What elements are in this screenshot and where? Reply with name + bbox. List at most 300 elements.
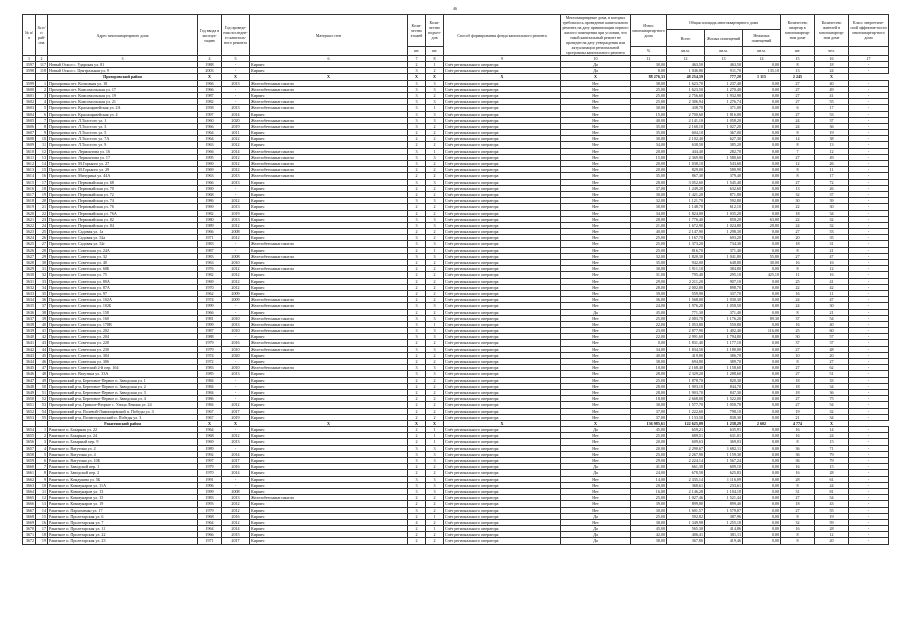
- table-cell: 3648: [23, 383, 36, 389]
- table-cell: 24: [781, 222, 815, 228]
- table-cell: 3647: [23, 377, 36, 383]
- district-cell: 48 254,59: [667, 74, 705, 80]
- table-cell: Прохоровский р-н, Береговое-Первое п. Заводская ул. 3: [48, 389, 198, 395]
- table-cell: -: [849, 260, 889, 266]
- table-cell: Нет: [561, 266, 631, 272]
- table-cell: -: [222, 427, 250, 433]
- table-cell: 1982: [198, 210, 222, 216]
- table-cell: Счёт регионального оператора: [444, 297, 561, 303]
- table-cell: 63,80: [743, 216, 781, 222]
- table-cell: 694,80: [667, 359, 705, 365]
- table-cell: 1 682,11: [705, 445, 743, 451]
- table-cell: -: [849, 210, 889, 216]
- table-cell: 0,00: [743, 123, 781, 129]
- table-cell: Нет: [561, 86, 631, 92]
- table-cell: 2009: [222, 297, 250, 303]
- table-cell: Счёт регионального оператора: [444, 272, 561, 278]
- table-cell: Кирпич: [250, 92, 408, 98]
- table-cell: -: [849, 501, 889, 507]
- table-cell: 1992: [198, 451, 222, 457]
- table-cell: 3639: [23, 328, 36, 334]
- table-cell: 3: [408, 451, 426, 457]
- district-cell: X: [250, 420, 408, 426]
- table-cell: Нет: [561, 105, 631, 111]
- table-cell: Прохоровка пгт. М.Горького ул. 27: [48, 161, 198, 167]
- table-cell: Кирпич: [250, 62, 408, 68]
- table-cell: 18: [36, 185, 48, 191]
- table-cell: 2008: [222, 488, 250, 494]
- table-cell: Да: [561, 513, 631, 519]
- table-cell: 1 672,90: [667, 222, 705, 228]
- table-cell: Ракитное п. Пролетарская ул. 6: [48, 513, 198, 519]
- table-cell: Счёт регионального оператора: [444, 532, 561, 538]
- table-cell: 389,70: [705, 359, 743, 365]
- table-cell: -: [849, 433, 889, 439]
- table-cell: -: [849, 191, 889, 197]
- table-cell: 31: [781, 488, 815, 494]
- table-cell: 3655: [23, 433, 36, 439]
- table-cell: Ракитное п. Базарный пер. 9: [48, 439, 198, 445]
- column-index: 11: [631, 56, 667, 62]
- table-cell: 27: [815, 359, 849, 365]
- table-cell: 1969: [198, 161, 222, 167]
- table-cell: -: [222, 359, 250, 365]
- table-cell: 2: [408, 433, 426, 439]
- table-cell: 116,00: [743, 328, 781, 334]
- table-cell: Ракитное п. Коммунаров ул. 11А: [48, 482, 198, 488]
- table-cell: Ракитное п. Базарная ул. 24: [48, 433, 198, 439]
- district-cell: Ракитянский район: [48, 420, 198, 426]
- table-cell: 3652: [23, 408, 36, 414]
- table-cell: 3634: [23, 297, 36, 303]
- district-cell: X: [426, 420, 444, 426]
- table-cell: Прохоровка пгт. Красноармейская ул. 2А: [48, 105, 198, 111]
- table-cell: 37: [781, 340, 815, 346]
- table-cell: 38,00: [631, 538, 667, 544]
- table-cell: Железобетонные панели: [250, 123, 408, 129]
- table-cell: 3650: [23, 396, 36, 402]
- table-cell: 25,00: [631, 241, 667, 247]
- table-cell: 27: [781, 229, 815, 235]
- table-cell: 28,00: [631, 383, 667, 389]
- table-cell: Нет: [561, 482, 631, 488]
- table-cell: Счёт регионального оператора: [444, 247, 561, 253]
- table-cell: Нет: [561, 130, 631, 136]
- table-cell: 3: [426, 241, 444, 247]
- table-cell: 25,00: [631, 92, 667, 98]
- table-cell: 61: [815, 476, 849, 482]
- table-cell: Железобетонные панели: [250, 117, 408, 123]
- table-cell: Железобетонные панели: [250, 148, 408, 154]
- table-cell: Счёт регионального оператора: [444, 309, 561, 315]
- table-cell: 1 176,20: [705, 315, 743, 321]
- table-cell: 612,10: [705, 204, 743, 210]
- table-cell: 22,00: [631, 334, 667, 340]
- table-cell: 2: [408, 538, 426, 544]
- table-cell: 2: [36, 433, 48, 439]
- table-cell: 14: [36, 161, 48, 167]
- table-cell: 9: [36, 476, 48, 482]
- table-cell: 0,00: [743, 451, 781, 457]
- table-cell: Нет: [561, 433, 631, 439]
- table-cell: 27: [781, 92, 815, 98]
- table-cell: 37: [815, 191, 849, 197]
- table-cell: 17: [815, 173, 849, 179]
- district-cell: 136 985,61: [631, 420, 667, 426]
- table-cell: 463,50: [705, 62, 743, 68]
- table-cell: 1 288,60: [705, 371, 743, 377]
- table-cell: 16: [781, 470, 815, 476]
- table-cell: Кирпич: [250, 526, 408, 532]
- table-cell: 379,40: [705, 173, 743, 179]
- table-cell: 1984: [198, 377, 222, 383]
- table-cell: 2 369,90: [667, 154, 705, 160]
- table-cell: 1963: [198, 173, 222, 179]
- table-cell: 26: [815, 185, 849, 191]
- table-cell: 0,00: [743, 470, 781, 476]
- table-cell: -: [849, 216, 889, 222]
- table-cell: 2: [426, 235, 444, 241]
- table-cell: 19: [36, 191, 48, 197]
- table-cell: Железобетонные панели: [250, 99, 408, 105]
- table-cell: 911,70: [705, 68, 743, 74]
- table-cell: Нет: [561, 229, 631, 235]
- table-cell: 25,00: [631, 433, 667, 439]
- table-cell: 2: [408, 210, 426, 216]
- table-cell: 18: [781, 389, 815, 395]
- table-cell: 18,00: [631, 365, 667, 371]
- table-cell: 3666: [23, 501, 36, 507]
- table-cell: 30,00: [631, 105, 667, 111]
- table-cell: 2: [426, 173, 444, 179]
- table-cell: 0,00: [743, 464, 781, 470]
- table-cell: Прохоровка пгт. Садовая ул. 52г: [48, 241, 198, 247]
- table-cell: 2: [426, 402, 444, 408]
- table-cell: -: [849, 334, 889, 340]
- table-cell: 1 270,40: [705, 86, 743, 92]
- table-cell: 1987: [198, 92, 222, 98]
- table-cell: Нет: [561, 445, 631, 451]
- table-cell: 2010: [222, 315, 250, 321]
- table-cell: -: [849, 204, 889, 210]
- table-cell: 37: [36, 303, 48, 309]
- table-cell: 0,00: [743, 340, 781, 346]
- table-cell: 35,00: [631, 123, 667, 129]
- table-cell: 3620: [23, 210, 36, 216]
- table-cell: 414,86: [705, 526, 743, 532]
- table-cell: 28: [781, 476, 815, 482]
- table-cell: 2 002,80: [667, 284, 705, 290]
- table-cell: Кирпич: [250, 278, 408, 284]
- table-cell: 3664: [23, 488, 36, 494]
- table-cell: 38: [815, 136, 849, 142]
- table-cell: 2019: [222, 123, 250, 129]
- table-cell: 3: [426, 222, 444, 228]
- table-cell: 4: [408, 519, 426, 525]
- table-cell: 3649: [23, 389, 36, 395]
- table-cell: 16: [815, 260, 849, 266]
- table-cell: 19: [815, 130, 849, 136]
- table-cell: Да: [561, 62, 631, 68]
- table-cell: 1970: [198, 284, 222, 290]
- table-cell: Счёт регионального оператора: [444, 507, 561, 513]
- table-cell: 15: [36, 513, 48, 519]
- table-cell: Прохоровка пгт. Первомайская ул. 82: [48, 216, 198, 222]
- table-cell: 661,30: [667, 464, 705, 470]
- table-cell: 795,40: [667, 272, 705, 278]
- table-cell: 0,00: [743, 507, 781, 513]
- table-cell: 48: [36, 371, 48, 377]
- table-cell: Кирпич: [250, 433, 408, 439]
- table-cell: 29,00: [631, 458, 667, 464]
- table-cell: 0,00: [743, 526, 781, 532]
- table-cell: Счёт регионального оператора: [444, 148, 561, 154]
- table-cell: 1974: [198, 352, 222, 358]
- table-cell: 24: [781, 123, 815, 129]
- table-cell: Да: [561, 68, 631, 74]
- table-cell: 15,00: [631, 111, 667, 117]
- table-cell: 1968: [198, 513, 222, 519]
- table-cell: 844,70: [705, 383, 743, 389]
- table-cell: 16: [36, 519, 48, 525]
- table-cell: 79: [815, 451, 849, 457]
- table-cell: 12: [36, 495, 48, 501]
- table-cell: 1974: [198, 297, 222, 303]
- table-cell: 2010: [222, 365, 250, 371]
- table-cell: 2012: [222, 161, 250, 167]
- table-cell: 2012: [222, 272, 250, 278]
- table-cell: 25,00: [631, 315, 667, 321]
- table-cell: 31: [815, 241, 849, 247]
- table-cell: 2: [408, 204, 426, 210]
- district-cell: X: [198, 74, 222, 80]
- table-cell: 0,00: [743, 495, 781, 501]
- table-cell: Кирпич: [250, 179, 408, 185]
- table-cell: 0,00: [743, 309, 781, 315]
- table-cell: Кирпич: [250, 204, 408, 210]
- table-cell: Счёт регионального оператора: [444, 513, 561, 519]
- table-cell: Нет: [561, 328, 631, 334]
- table-cell: 13: [781, 185, 815, 191]
- table-cell: 55: [815, 99, 849, 105]
- table-cell: 367,00: [705, 130, 743, 136]
- table-cell: 2012: [222, 235, 250, 241]
- table-cell: 49: [36, 377, 48, 383]
- table-cell: 1 035,20: [705, 210, 743, 216]
- district-cell: 2 245: [781, 74, 815, 80]
- table-cell: 386,70: [705, 352, 743, 358]
- table-cell: 2012: [222, 284, 250, 290]
- table-cell: 14: [781, 136, 815, 142]
- table-cell: 20,00: [631, 445, 667, 451]
- table-cell: 27: [781, 253, 815, 259]
- table-cell: 19: [815, 513, 849, 519]
- column-index: 7: [408, 56, 426, 62]
- table-cell: Счёт регионального оператора: [444, 179, 561, 185]
- table-cell: 384,80: [705, 266, 743, 272]
- table-cell: 2 991,60: [667, 334, 705, 340]
- table-cell: 13: [36, 501, 48, 507]
- table-cell: Счёт регионального оператора: [444, 290, 561, 296]
- table-cell: 28,00: [631, 179, 667, 185]
- table-cell: Кирпич: [250, 229, 408, 235]
- table-cell: Прохоровский р-н, Политотдельский п. Победы ул. 3: [48, 414, 198, 420]
- table-cell: 3: [408, 86, 426, 92]
- column-index: 4: [198, 56, 222, 62]
- table-cell: 14,00: [631, 476, 667, 482]
- table-cell: 3641: [23, 340, 36, 346]
- table-cell: 8: [781, 359, 815, 365]
- table-cell: 419,46: [705, 538, 743, 544]
- table-cell: 282,70: [705, 148, 743, 154]
- unit-residents: чел.: [815, 46, 849, 55]
- table-cell: 1: [426, 105, 444, 111]
- table-cell: 0,00: [743, 359, 781, 365]
- table-cell: 11: [815, 290, 849, 296]
- table-cell: Кирпич: [250, 414, 408, 420]
- table-cell: 37: [815, 117, 849, 123]
- table-cell: Ракитное п. Кондукова ул. 5Б: [48, 476, 198, 482]
- table-cell: -: [849, 352, 889, 358]
- table-cell: Кирпич: [250, 408, 408, 414]
- table-cell: Нет: [561, 284, 631, 290]
- table-cell: 38,00: [631, 80, 667, 86]
- table-cell: 47: [36, 365, 48, 371]
- table-cell: 1962: [198, 290, 222, 296]
- table-cell: 17: [36, 526, 48, 532]
- table-cell: Железобетонные панели: [250, 173, 408, 179]
- table-cell: -: [849, 229, 889, 235]
- table-cell: 2 668,00: [667, 396, 705, 402]
- table-cell: Счёт регионального оператора: [444, 340, 561, 346]
- table-cell: 39,00: [631, 290, 667, 296]
- district-cell: X: [408, 74, 426, 80]
- table-cell: 8: [781, 142, 815, 148]
- table-cell: Кирпич: [250, 389, 408, 395]
- table-cell: 631,01: [705, 433, 743, 439]
- table-cell: Счёт регионального оператора: [444, 185, 561, 191]
- table-cell: 2: [426, 260, 444, 266]
- table-cell: 1983: [198, 253, 222, 259]
- table-cell: 1 053,80: [667, 321, 705, 327]
- col-wear: Износ многоквартир-ного дома: [631, 15, 667, 47]
- table-cell: 39: [815, 198, 849, 204]
- table-cell: 57: [815, 334, 849, 340]
- table-cell: -: [222, 383, 250, 389]
- table-cell: 406,41: [667, 532, 705, 538]
- table-cell: 16: [781, 290, 815, 296]
- table-cell: 10: [781, 352, 815, 358]
- table-body: [23, 62, 889, 545]
- table-cell: Железобетонные панели: [250, 80, 408, 86]
- table-cell: 29,00: [631, 278, 667, 284]
- table-cell: 0,00: [743, 185, 781, 191]
- table-cell: 30,00: [631, 136, 667, 142]
- table-cell: 3611: [23, 154, 36, 160]
- table-cell: Железобетонные панели: [250, 328, 408, 334]
- table-cell: 27: [781, 371, 815, 377]
- table-cell: Счёт регионального оператора: [444, 402, 561, 408]
- table-cell: Прохоровка пгт. Советская ул. 75: [48, 272, 198, 278]
- table-cell: 2: [408, 260, 426, 266]
- table-cell: 3665: [23, 495, 36, 501]
- district-cell: Прохоровский район: [48, 74, 198, 80]
- table-cell: Прохоровский р-н, Береговое-Первое п. Заводская ул. 1: [48, 377, 198, 383]
- table-cell: -: [849, 389, 889, 395]
- table-cell: 2 168,40: [667, 365, 705, 371]
- table-cell: Счёт регионального оператора: [444, 86, 561, 92]
- table-cell: 0,00: [743, 408, 781, 414]
- table-cell: -: [222, 377, 250, 383]
- table-cell: Счёт регионального оператора: [444, 346, 561, 352]
- table-cell: Прохоровка пгт. Советская ул. 102А: [48, 297, 198, 303]
- table-cell: 1: [426, 433, 444, 439]
- table-cell: 27: [781, 86, 815, 92]
- table-cell: 3651: [23, 402, 36, 408]
- table-cell: Счёт регионального оператора: [444, 315, 561, 321]
- table-cell: 632,60: [705, 185, 743, 191]
- table-cell: Прохоровка пгт. Комсомольская ул. 19: [48, 92, 198, 98]
- table-cell: 1 133,50: [667, 414, 705, 420]
- table-cell: Нет: [561, 297, 631, 303]
- table-header: [23, 15, 889, 62]
- table-cell: 8,00: [631, 68, 667, 74]
- column-index: 9: [444, 56, 561, 62]
- table-cell: 14: [36, 507, 48, 513]
- table-cell: Прохоровский р-н, Грязное-Вторые с. Улица Ленина ул. 24: [48, 402, 198, 408]
- table-cell: Прохоровка пгт. Красноармейская ул. 4: [48, 111, 198, 117]
- col-num: № п/п: [23, 15, 36, 56]
- table-cell: 30,00: [631, 266, 667, 272]
- table-cell: Ракитное п. Пролетарская ул. 11: [48, 526, 198, 532]
- table-cell: Счёт регионального оператора: [444, 396, 561, 402]
- unit-area-living: кв.м.: [705, 46, 743, 55]
- table-cell: 604,10: [667, 130, 705, 136]
- table-cell: 1 237,40: [705, 80, 743, 86]
- table-cell: 2: [408, 266, 426, 272]
- table-cell: 3601: [23, 92, 36, 98]
- table-cell: Прохоровский р-н, Береговое-Первое п. Заводская ул. 4: [48, 396, 198, 402]
- table-cell: Кирпич: [250, 216, 408, 222]
- table-cell: 2: [426, 210, 444, 216]
- table-cell: Прохоровка пгт. М.Горького ул. 29: [48, 167, 198, 173]
- table-cell: 3667: [23, 507, 36, 513]
- table-cell: 2012: [222, 167, 250, 173]
- table-cell: 1984: [198, 402, 222, 408]
- table-cell: -: [849, 408, 889, 414]
- table-cell: -: [849, 427, 889, 433]
- table-cell: Нет: [561, 402, 631, 408]
- table-cell: -: [849, 111, 889, 117]
- table-cell: 2009: [222, 290, 250, 296]
- table-cell: 1 580,60: [705, 154, 743, 160]
- table-cell: 3: [426, 111, 444, 117]
- district-cell: 88 276,33: [631, 74, 667, 80]
- table-cell: Счёт регионального оператора: [444, 216, 561, 222]
- table-cell: 0,00: [743, 191, 781, 197]
- table-cell: 81: [815, 488, 849, 494]
- table-cell: 3669: [23, 519, 36, 525]
- table-cell: 635,91: [705, 427, 743, 433]
- table-cell: Счёт регионального оператора: [444, 526, 561, 532]
- table-cell: 24: [815, 68, 849, 74]
- table-cell: 0,00: [743, 80, 781, 86]
- table-cell: 1 121,70: [667, 198, 705, 204]
- table-cell: 33: [36, 278, 48, 284]
- district-cell: X: [198, 420, 222, 426]
- table-cell: 2013: [222, 439, 250, 445]
- table-cell: 2014: [222, 111, 250, 117]
